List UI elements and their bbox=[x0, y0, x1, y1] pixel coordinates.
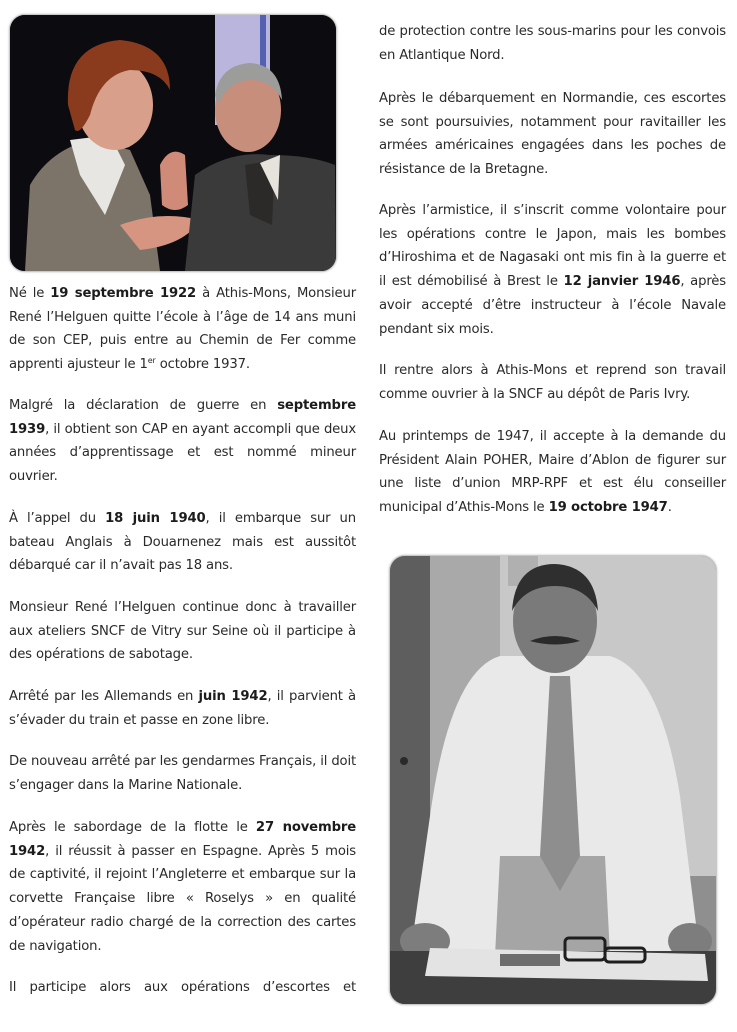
text: . bbox=[667, 500, 672, 516]
paragraph-birth bbox=[9, 282, 356, 377]
text: , il réussit à passer en Espagne. Après 5 mois de captivité, il rejoint l’Angleterre et embarque sur la corvette Française libre « Roselys » en qualité d’opérateur radio chargé de la correction des cartes de navigation. bbox=[9, 843, 356, 954]
paragraph-sabotage: Monsieur René l’Helguen continue donc à travailler aux ateliers SNCF de Vitry sur Seine où il participe à des opérations de sabotage. bbox=[9, 600, 356, 663]
paragraph-escortes: Il participe alors aux opérations d’escortes et bbox=[9, 980, 356, 995]
text: Malgré la déclaration de guerre en bbox=[9, 398, 278, 413]
text: Au printemps de 1947, il accepte à la demande du Président Alain POHER, Maire d’Ablon de figurer sur une liste d’union MRP-RPF et est élu conseiller municipal d’Athis-Mons le bbox=[379, 429, 726, 516]
text: , il obtient son CAP en ayant accompli que deux années d’apprentissage et est nommé mineur ouvrier. bbox=[9, 421, 356, 485]
photo-two-people bbox=[9, 14, 337, 272]
text: à Athis-Mons, Monsieur René l’Helguen quitte l’école à l’âge de 14 ans muni de son CEP, puis entre au Chemin de Fer comme apprenti ajusteur le 1 bbox=[9, 286, 356, 373]
text: , après avoir accepté d’être instructeur à l’école Navale pendant six mois. bbox=[379, 274, 726, 337]
text: Après le sabordage de la flotte le bbox=[9, 820, 256, 835]
photo-two-people-illustration bbox=[10, 15, 336, 271]
date-birth: 19 septembre 1922 bbox=[50, 286, 197, 301]
photo-man-at-desk-illustration bbox=[390, 556, 716, 1004]
paragraph-marine: De nouveau arrêté par les gendarmes Français, il doit s’engager dans la Marine Nationale. bbox=[9, 754, 356, 793]
paragraph-retour: Il rentre alors à Athis-Mons et reprend son travail comme ouvrier à la SNCF au dépôt de Paris Ivry. bbox=[379, 363, 726, 402]
date-election: 19 octobre 1947 bbox=[548, 500, 668, 516]
paragraph-election bbox=[379, 425, 726, 520]
date-appel: 18 juin 1940 bbox=[105, 511, 206, 526]
superscript: er bbox=[147, 356, 156, 366]
text: Après l’armistice, il s’inscrit comme volontaire pour les opérations contre le Japon, mais les bombes d’Hiroshima et de Nagasaki ont mis fin à la guerre et il est démobilisé à Brest le bbox=[379, 203, 726, 290]
paragraph-cap bbox=[9, 394, 356, 489]
text: À l’appel du bbox=[9, 511, 106, 526]
paragraph-normandie: Après le débarquement en Normandie, ces escortes se sont poursuivies, notamment pour ravitailler les armées américaines engagées dans les poches de résistance de la Bretagne. bbox=[379, 91, 726, 178]
paragraph-sabordage bbox=[9, 816, 356, 958]
date-sabordage: 27 novembre 1942 bbox=[9, 820, 357, 859]
photo-man-at-desk bbox=[389, 555, 717, 1005]
text: , il parvient à s’évader du train et passe en zone libre. bbox=[9, 689, 356, 728]
date-arrest: juin 1942 bbox=[198, 689, 268, 704]
text: octobre 1937. bbox=[155, 357, 250, 373]
paragraph-protection: de protection contre les sous-marins pour les convois en Atlantique Nord. bbox=[379, 24, 726, 63]
text: Arrêté par les Allemands en bbox=[9, 689, 199, 704]
paragraph-appel bbox=[9, 507, 356, 578]
text: Né le bbox=[9, 286, 51, 301]
paragraph-arrest bbox=[9, 685, 356, 732]
paragraph-armistice bbox=[379, 199, 726, 341]
date-demobilisation: 12 janvier 1946 bbox=[563, 274, 681, 290]
date-war: septembre 1939 bbox=[9, 398, 356, 437]
text: , il embarque sur un bateau Anglais à Douarnenez mais est aussitôt débarqué car il n’avait pas 18 ans. bbox=[9, 511, 356, 574]
